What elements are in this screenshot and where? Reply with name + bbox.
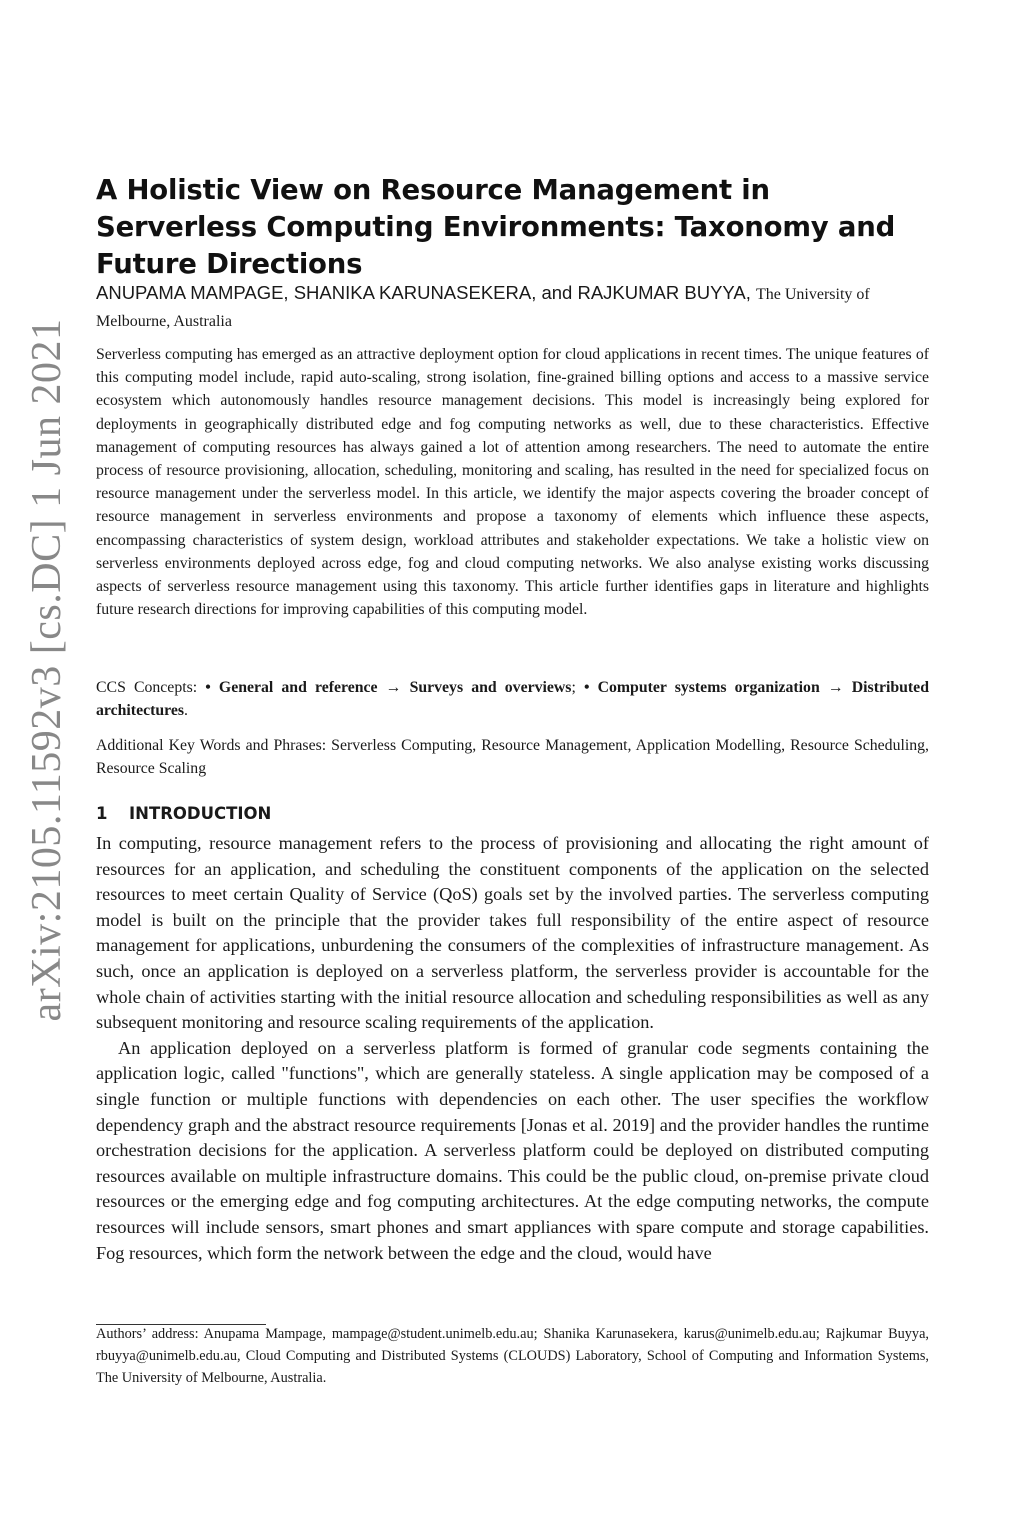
section-number: 1 <box>96 804 108 823</box>
ccs-bullet: • <box>583 679 590 696</box>
ccs-term: Distributed architectures <box>96 679 929 720</box>
footnote: Authors’ address: Anupama Mampage, mampage@student.unimelb.edu.au; Shanika Karunasekera, karus@unimelb.edu.au; Rajkumar Buyya, rbuyya@unimelb.edu.au, Cloud Computing and Distributed Systems (CLOUDS) Laboratory, School of Computing and Information Systems, The University of Melbourne, Australia. <box>96 1326 929 1386</box>
author-block <box>96 280 929 335</box>
ccs-end: . <box>184 702 188 720</box>
abstract: Serverless computing has emerged as an attractive deployment option for cloud applications in recent times. The unique features of this computing model include, rapid auto-scaling, strong isolation, fine-grained billing options and access to a massive service ecosystem which autonomously handles resource management decisions. This model is increasingly being explored for deployments in geographically distributed edge and fog computing networks as well, due to these characteristics. Effective management of computing resources has always gained a lot of attention among researchers. The need to automate the entire process of resource provisioning, allocation, scheduling, monitoring and scaling, has resulted in the need for specialized focus on resource management under the serverless model. In this article, we identify the major aspects covering the broader concept of resource management in serverless environments and propose a taxonomy of elements which influence these aspects, encompassing characteristics of system design, workload attributes and stakeholder expectations. We take a holistic view on serverless environments deployed across edge, fog and cloud computing networks. We also analyse existing works discussing aspects of serverless resource management using this taxonomy. This article further identifies gaps in literature and highlights future research directions for improving capabilities of this computing model. <box>96 346 929 619</box>
ccs-concepts <box>96 676 929 722</box>
ccs-label: CCS Concepts: <box>96 679 198 696</box>
body-paragraph: An application deployed on a serverless platform is formed of granular code segments containing the application logic, called "functions", which are generally stateless. A single application may be composed of a single function or multiple functions with dependencies on each other. The user specifies the workflow dependency graph and the abstract resource requirements [Jonas et al. 2019] and the provider handles the runtime orchestration decisions for the application. A serverless platform could be deployed on distributed computing resources available on multiple infrastructure domains. This could be the public cloud, on-premise private cloud resources or the emerging edge and fog computing architectures. At the edge computing networks, the compute resources will include sensors, smart phones and smart appliances with spare compute and storage capabilities. Fog resources, which form the network between the edge and the cloud, would have <box>96 1037 929 1263</box>
section-heading <box>96 802 929 826</box>
ccs-arrow: → <box>385 679 402 696</box>
ccs-bullet: • <box>205 679 211 696</box>
ccs-separator: ; <box>571 679 576 696</box>
ccs-term: General and reference <box>218 679 378 696</box>
ccs-term: Computer systems organization <box>597 679 820 696</box>
author-names: ANUPAMA MAMPAGE, SHANIKA KARUNASEKERA, and RAJKUMAR BUYYA, <box>96 282 751 303</box>
body-paragraph: In computing, resource management refers to the process of provisioning and allocating the right amount of resources for an application, and scheduling the constituent components of the application on the selected resources to meet certain Quality of Service (QoS) goals set by the involved parties. The serverless computing model is built on the principle that the provider takes full responsibility of the entire aspect of resource management for applications, unburdening the consumers of the complexities of infrastructure management. As such, once an application is deployed on a serverless platform, the serverless provider is accountable for the whole chain of activities starting with the initial resource allocation and scheduling responsibilities as well as any subsequent monitoring and resource scaling requirements of the application. <box>96 833 929 1033</box>
arxiv-stamp-text: arXiv:2105.11592v3 [cs.DC] 1 Jun 2021 <box>24 318 70 1022</box>
keywords: Additional Key Words and Phrases: Serverless Computing, Resource Management, Application Modelling, Resource Scheduling, Resource Scaling <box>96 737 929 778</box>
ccs-arrow: → <box>827 679 844 696</box>
paper-title: A Holistic View on Resource Management in Serverless Computing Environments: Taxonomy and Future Directions <box>96 174 896 280</box>
section-body <box>96 831 929 1266</box>
ccs-term: Surveys and overviews <box>409 679 572 696</box>
section-title: INTRODUCTION <box>129 804 272 823</box>
author-affiliation: The University of Melbourne, Australia <box>96 286 870 330</box>
